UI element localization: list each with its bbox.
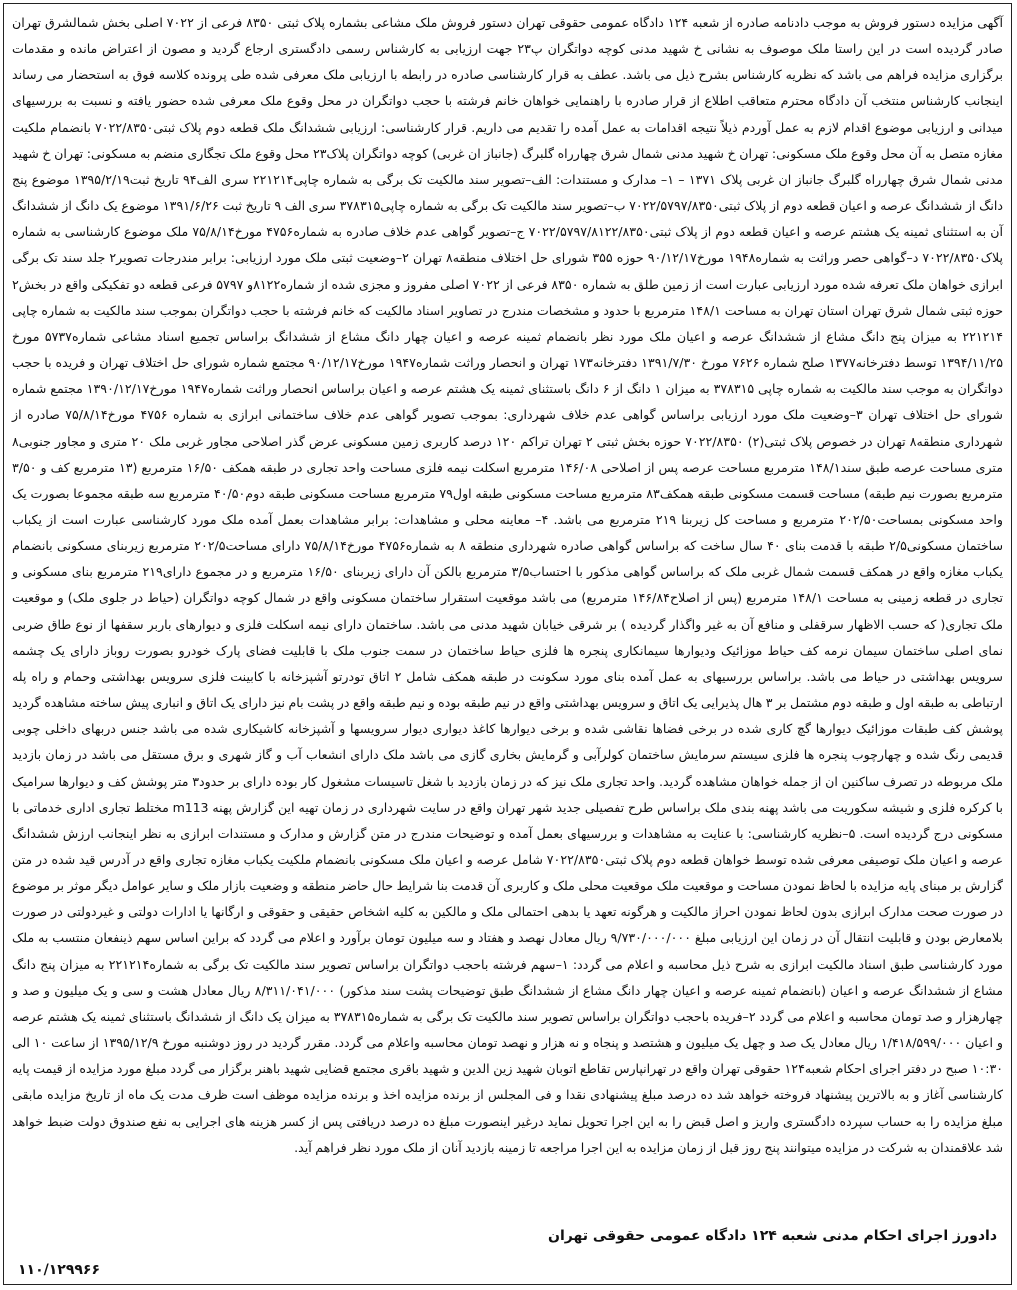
notice-body: [12, 10, 1003, 1161]
auction-notice: [3, 3, 1012, 1285]
reference-number: ۱۱۰/۱۲۹۹۶۶: [18, 1262, 101, 1278]
signature-line: دادورز اجرای احکام مدنی شعبه ۱۲۴ دادگاه عمومی حقوقی تهران: [548, 1228, 997, 1244]
notice-footer: [18, 1228, 997, 1278]
notice-text: آگهی مزایده دستور فروش به موجب دادنامه صادره از شعبه ۱۲۴ دادگاه عمومی حقوقی تهران دستور فروش ملک مشاعی بشماره پلاک ثبتی ۸۳۵۰ فرعی از ۷۰۲۲ اصلی بخش شمالشرق تهران صادر گردیده است در این راستا ملک موصوف به نشانی خ شهید مدنی کوچه دواتگران پ۲۳ جهت ارزیابی به کارشناس رسمی دادگستری ارجاع گردید و مصون از اعتراض مانده و مقدمات برگزاری مزایده فراهم می باشد که نظریه کارشناس بشرح ذیل می باشد. عطف به قرار کارشناسی صادره در رابطه با ارزیابی ملک معرفی شده طی پرونده کلاسه فوق به استحضار می رساند اینجانب کارشناس منتخب آن دادگاه محترم متعاقب اطلاع از قرار صادره با راهنمایی خواهان خانم فرشته با حجب دواتگران در محل وقوع ملک معرفی شده حضور یافته و نسبت به بررسیهای میدانی و ارزیابی موضوع اقدام لازم به عمل آوردم ذیلاً نتیجه اقدامات به عمل آمده را تقدیم می داریم. قرار کارشناسی: ارزیابی ششدانگ ملک قطعه دوم پلاک ثبتی۷۰۲۲/۸۳۵۰ بانضمام ملکیت مغازه متصل به آن محل وقوع ملک مسکونی: تهران خ شهید مدنی شمال شرق چهارراه گلبرگ (جانباز ان غربی) کوچه دواتگران پلاک۲۳ محل وقوع ملک تجگاری منضم به مسکونی: تهران خ شهید مدنی شمال شرق چهارراه گلبرگ جانباز ان غربی پلاک ۱۳۷۱ – ۱– مدارک و مستندات: الف–تصویر سند مالکیت تک برگی به شماره چاپی۲۲۱۲۱۴ سری الف۹۴ تاریخ ثبت۱۳۹۵/۲/۱۹ موضوع پنج دانگ از ششدانگ عرصه و اعیان قطعه دوم از پلاک ثبتی۷۰۲۲/۵۷۹۷/۸۳۵۰ ب–تصویر سند مالکیت تک برگی به شماره چاپی۳۷۸۳۱۵ سری الف ۹ تاریخ ثبت ۱۳۹۱/۶/۲۶ موضوع یک دانگ از ششدانگ آن به استثنای ثمینه یک هشتم عرصه و اعیان قطعه دوم از پلاک ثبتی۷۰۲۲/۵۷۹۷/۸۱۲۲/۸۳۵۰ ج–تصویر گواهی عدم خلاف صادره به شماره۴۷۵۶ مورخ۷۵/۸/۱۴ ملک موضوع کارشناسی به شماره پلاک۷۰۲۲/۸۳۵۰ د–گواهی حصر وراثت به شماره۱۹۴۸ مورخ۹۰/۱۲/۱۷ حوزه ۳۵۵ شورای حل اختلاف منطقه۸ تهران ۲–وضعیت ثبتی ملک مورد ارزیابی: برابر مندرجات تصویر۲ جلد سند تک برگی ابرازی خواهان ملک تعرفه شده مورد ارزیابی عبارت است از زمین طلق به شماره ۸۳۵۰ فرعی از ۷۰۲۲ اصلی مفروز و مجزی شده از شماره۸۱۲۲و ۵۷۹۷ فرعی قطعه دو تفکیکی واقع در بخش۲ حوزه ثبتی شمال شرق تهران استان تهران به مساحت ۱۴۸/۱ مترمربع با حدود و مشخصات مندرج در تصاویر اسناد مالکیت که خانم فرشته با حجب دواتگران بموجب سند مالکیت به شماره چاپی ۲۲۱۲۱۴ به میزان پنج دانگ مشاع از ششدانگ عرصه و اعیان ملک مورد نظر بانضمام ثمینه عرصه و اعیان چهار دانگ مشاع از ششدانگ براساس تجمیع اسناد مشاعی شماره۵۷۳۷ مورخ ۱۳۹۴/۱۱/۲۵ توسط دفترخانه۱۳۷۷ صلح شماره ۷۶۲۶ مورخ ۱۳۹۱/۷/۳۰ دفترخانه۱۷۳ تهران و انحصار وراثت شماره۱۹۴۷ مورخ۹۰/۱۲/۱۷ مجتمع شماره شورای حل اختلاف تهران و فریده با حجب دواتگران به موجب سند مالکیت به شماره چاپی ۳۷۸۳۱۵ به میزان ۱ دانگ از ۶ دانگ باستثنای ثمینه یک هشتم عرصه و اعیان براساس انحصار وراثت شماره۱۹۴۷ مورخ۱۳۹۰/۱۲/۱۷ مجتمع شماره شورای حل اختلاف تهران ۳–وضعیت ملک مورد ارزیابی براساس گواهی عدم خلاف شهرداری: بموجب تصویر گواهی عدم خلاف ساختمانی ابرازی به شماره ۴۷۵۶ مورخ۷۵/۸/۱۴ صادره از شهرداری منطقه۸ تهران در خصوص پلاک ثبتی(۲) ۷۰۲۲/۸۳۵۰ حوزه بخش ثبتی ۲ تهران تراکم ۱۲۰ درصد کاربری زمین مسکونی عرض گذر اصلاحی مجاور غربی ملک ۲۰ متری و مجاور جنوبی۸ متری مساحت عرصه طبق سند۱۴۸/۱ مترمربع مساحت عرصه پس از اصلاحی ۱۴۶/۰۸ مترمربع اسکلت نیمه فلزی مساحت واحد تجاری در طبقه همکف ۱۶/۵۰ مترمربع (۱۳ مترمربع کف و ۳/۵۰ مترمربع بصورت نیم طبقه) مساحت قسمت مسکونی طبقه همکف۸۳ مترمربع مساحت مسکونی طبقه اول۷۹ مترمربع مساحت مسکونی طبقه دوم۴۰/۵۰ مترمربع سه طبقه مجموعا بصورت یک واحد مسکونی بمساحت۲۰۲/۵۰ مترمربع و مساحت کل زیربنا ۲۱۹ مترمربع می باشد. ۴– معاینه محلی و مشاهدات: برابر مشاهدات بعمل آمده ملک مورد کارشناسی عبارت است از یکباب ساختمان مسکونی۲/۵ طبقه با قدمت بنای ۴۰ سال ساخت که براساس گواهی صادره شهرداری منطقه ۸ به شماره۴۷۵۶ مورخ۷۵/۸/۱۴ دارای مساحت۲۰۲/۵ مترمربع زیربنای مسکونی بانضمام یکباب مغازه واقع در همکف قسمت شمال غربی ملک که براساس گواهی مذکور با احتساب۳/۵ مترمربع بالکن آن دارای زیربنای ۱۶/۵۰ مترمربع و در مجموع دارای۲۱۹ مترمربع بنای مسکونی و تجاری در قطعه زمینی به مساحت ۱۴۸/۱ مترمربع (پس از اصلاح۱۴۶/۸۴ مترمربع) می باشد موقعیت استقرار ساختمان مسکونی واقع در شمال کوچه دواتگران (حیاط در جلوی ملک) و موقعیت ملک تجاری( که حسب الاظهار سرقفلی و منافع آن به غیر واگذار گردیده ) بر شرقی خیابان شهید مدنی می باشد. ساختمان دارای نیمه اسکلت فلزی و دیوارهای باربر سقفها از نوع طاق ضربی نمای اصلی ساختمان سیمان نرمه کف حیاط موزائیک ودیوارها سیمانکاری پنجره ها فلزی حیاط ساختمان در سمت جنوب ملک با قابلیت فضای پارک خودرو بصورت روباز دارای یک چشمه سرویس بهداشتی در حیاط می باشد. براساس بررسیهای به عمل آمده بنای مورد سکونت در طبقه همکف شامل ۲ اتاق تودرتو آشپزخانه با کابینت فلزی سرویس بهداشتی وحمام و راه پله ارتباطی به طبقه اول و طبقه دوم مشتمل بر ۳ هال پذیرایی یک اتاق و سرویس بهداشتی واقع در نیم طبقه بوده و نیم طبقه واقع در پشت بام نیز دارای یک اتاق و انباری پیش ساخته مشاهده گردید پوشش کف طبقات موزائیک دیوارها گچ کاری شده در برخی فضاها نقاشی شده و برخی دیوارها کاغذ دیواری دیوار سرویسها و آشپزخانه کاشیکاری شده می باشد جنس دربهای داخلی چوبی قدیمی رنگ شده و چهارچوب پنجره ها فلزی سیستم سرمایش ساختمان کولرآبی و گرمایش بخاری گازی می باشد ملک دارای انشعاب آب و گاز شهری و برق مستقل می باشد در زمان بازدید ملک مربوطه در تصرف ساکنین ان از جمله خواهان مشاهده گردید. واحد تجاری ملک نیز که در زمان بازدید با شغل تاسیسات مشغول کار بوده دارای بر حدود۳ متر پوشش کف و دیوارها سرامیک با کرکره فلزی و شیشه سکوریت می باشد پهنه بندی ملک براساس طرح تفصیلی جدید شهر تهران واقع در سایت شهرداری در زمان تهیه این گزارش پهنه m113 مختلط تجاری اداری خدماتی با مسکونی درج گردیده است. ۵–نظریه کارشناسی: با عنایت به مشاهدات و بررسیهای بعمل آمده و توضیحات مندرج در متن گزارش و مدارک و مستندات ابرازی به نظر اینجانب ارزش ششدانگ عرصه و اعیان ملک توصیفی معرفی شده توسط خواهان قطعه دوم پلاک ثبتی۷۰۲۲/۸۳۵۰ شامل عرصه و اعیان ملک مسکونی بانضمام ملکیت یکباب مغازه تجاری واقع در آدرس قید شده در متن گزارش بر مبنای پایه مزایده با لحاظ نمودن مساحت و موقعیت ملک موقعیت محلی ملک و کاربری آن قدمت بنا شرایط حال حاضر منطقه و وضعیت بازار ملک و سایر عوامل دیگر موثر بر موضوع در صورت صحت مدارک ابرازی بدون لحاظ نمودن احراز مالکیت و هرگونه تعهد یا بدهی احتمالی ملک و مالکین به کلیه اشخاص حقیقی و حقوقی و ارگانها یا ادارات دولتی و غیردولتی در صورت بلامعارض بودن و قابلیت انتقال آن در زمان این ارزیابی مبلغ ۹/۷۳۰/۰۰۰/۰۰۰ ریال معادل نهصد و هفتاد و سه میلیون تومان برآورد و اعلام می گردد که براین اساس سهم ذینفعان منتسب به ملک مورد کارشناسی طبق اسناد مالکیت ابرازی به شرح ذیل محاسبه و اعلام می گردد: ۱–سهم فرشته باحجب دواتگران براساس تصویر سند مالکیت تک برگی به شماره۲۲۱۲۱۴ به میزان پنج دانگ مشاع از ششدانگ عرصه و اعیان (بانضمام ثمینه عرصه و اعیان چهار دانگ مشاع از ششدانگ طبق توضیحات پشت سند مذکور) ۸/۳۱۱/۰۴۱/۰۰۰ ریال معادل هشت و سی و یک میلیون و صد و چهارهزار و صد تومان محاسبه و اعلام می گردد ۲–فریده باحجب دواتگران براساس تصویر سند مالکیت تک برگی به شماره۳۷۸۳۱۵ به میزان یک دانگ از ششدانگ باستثنای ثمینه یک هشتم عرصه و اعیان ۱/۴۱۸/۵۹۹/۰۰۰ ریال معادل یک صد و چهل یک میلیون و هشتصد و پنجاه و نه هزار و نهصد تومان محاسبه واعلام می گردد. مقرر گردید در روز دوشنبه مورخ ۱۳۹۵/۱۲/۹ از ساعت ۱۰ الی ۱۰:۳۰ صبح در دفتر اجرای احکام شعبه۱۲۴ حقوقی تهران واقع در تهرانپارس تقاطع اتوبان شهید زین الدین و شهید باقری مجتمع قضایی شهید باهنر برگزار می گردد مبلغ مورد مزایده از قیمت پایه کارشناسی آغاز و به بالاترین پیشنهاد فروخته خواهد شد ده درصد مبلغ پیشنهادی نقدا و فی المجلس از برنده مزایده اخذ و برنده مزایده موظف است ظرف مدت یک ماه از تاریخ مزایده مابقی مبلغ مزایده را به حساب سپرده دادگستری واریز و اصل قبض را به این اجرا تحویل نماید درغیر اینصورت مبلغ ده درصد دریافتی پس از کسر هزینه های اجرایی به نفع صندوق دولت ضبط خواهد شد علاقمندان به شرکت در مزایده میتوانند پنج روز قبل از زمان مزایده به این اجرا مراجعه تا زمینه بازدید آنان از ملک مورد نظر فراهم آید.: [12, 15, 1004, 1155]
